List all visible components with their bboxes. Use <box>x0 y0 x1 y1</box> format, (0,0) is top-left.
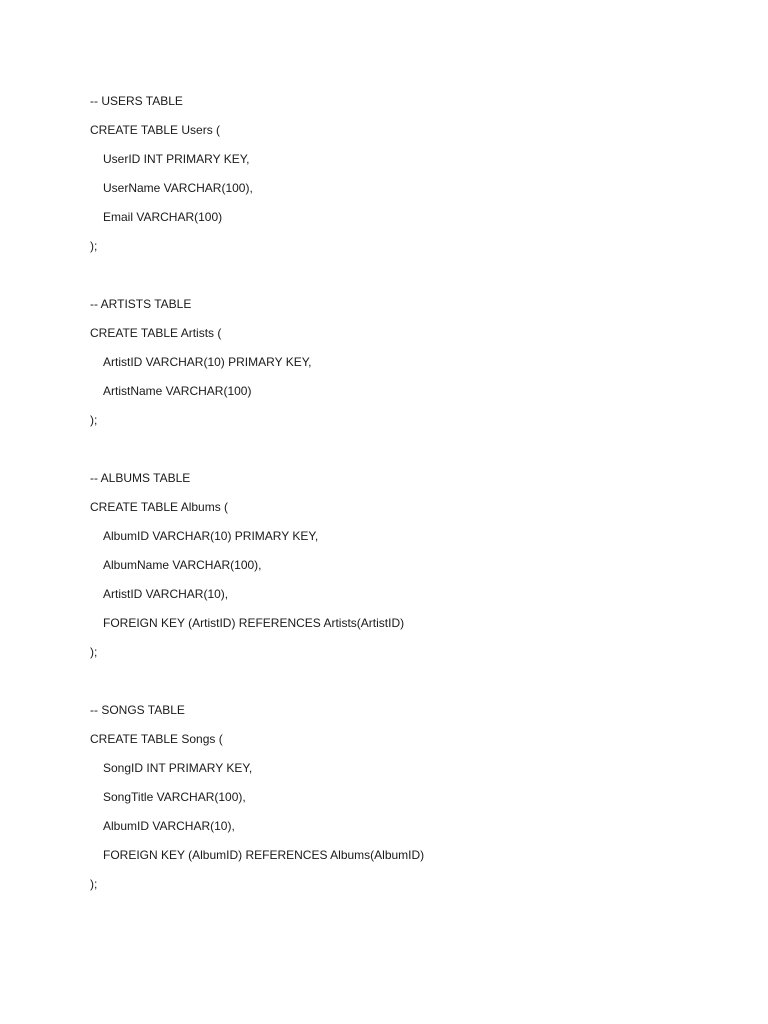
column-line: AlbumID VARCHAR(10) PRIMARY KEY, <box>103 529 319 543</box>
column-line: Email VARCHAR(100) <box>103 210 223 224</box>
sql-code-block <box>90 87 730 899</box>
foreign-key-line: FOREIGN KEY (ArtistID) REFERENCES Artists(ArtistID) <box>103 616 405 630</box>
blank-line <box>90 261 730 290</box>
close-statement: ); <box>90 645 98 659</box>
create-songs-table: CREATE TABLE Songs ( <box>90 732 223 746</box>
comment-artists-table: -- ARTISTS TABLE <box>90 297 192 311</box>
column-line: AlbumID VARCHAR(10), <box>103 819 235 833</box>
column-line: AlbumName VARCHAR(100), <box>103 558 262 572</box>
column-line: SongID INT PRIMARY KEY, <box>103 761 253 775</box>
create-users-table: CREATE TABLE Users ( <box>90 123 221 137</box>
column-line: UserID INT PRIMARY KEY, <box>103 152 250 166</box>
foreign-key-line: FOREIGN KEY (AlbumID) REFERENCES Albums(AlbumID) <box>103 848 425 862</box>
close-statement: ); <box>90 239 98 253</box>
column-line: ArtistID VARCHAR(10), <box>103 587 229 601</box>
blank-line <box>90 435 730 464</box>
comment-songs-table: -- SONGS TABLE <box>90 703 185 717</box>
comment-albums-table: -- ALBUMS TABLE <box>90 471 191 485</box>
create-albums-table: CREATE TABLE Albums ( <box>90 500 229 514</box>
column-line: UserName VARCHAR(100), <box>103 181 253 195</box>
column-line: ArtistID VARCHAR(10) PRIMARY KEY, <box>103 355 312 369</box>
create-artists-table: CREATE TABLE Artists ( <box>90 326 222 340</box>
column-line: SongTitle VARCHAR(100), <box>103 790 246 804</box>
close-statement: ); <box>90 877 98 891</box>
comment-users-table: -- USERS TABLE <box>90 94 183 108</box>
blank-line <box>90 667 730 696</box>
close-statement: ); <box>90 413 98 427</box>
column-line: ArtistName VARCHAR(100) <box>103 384 252 398</box>
